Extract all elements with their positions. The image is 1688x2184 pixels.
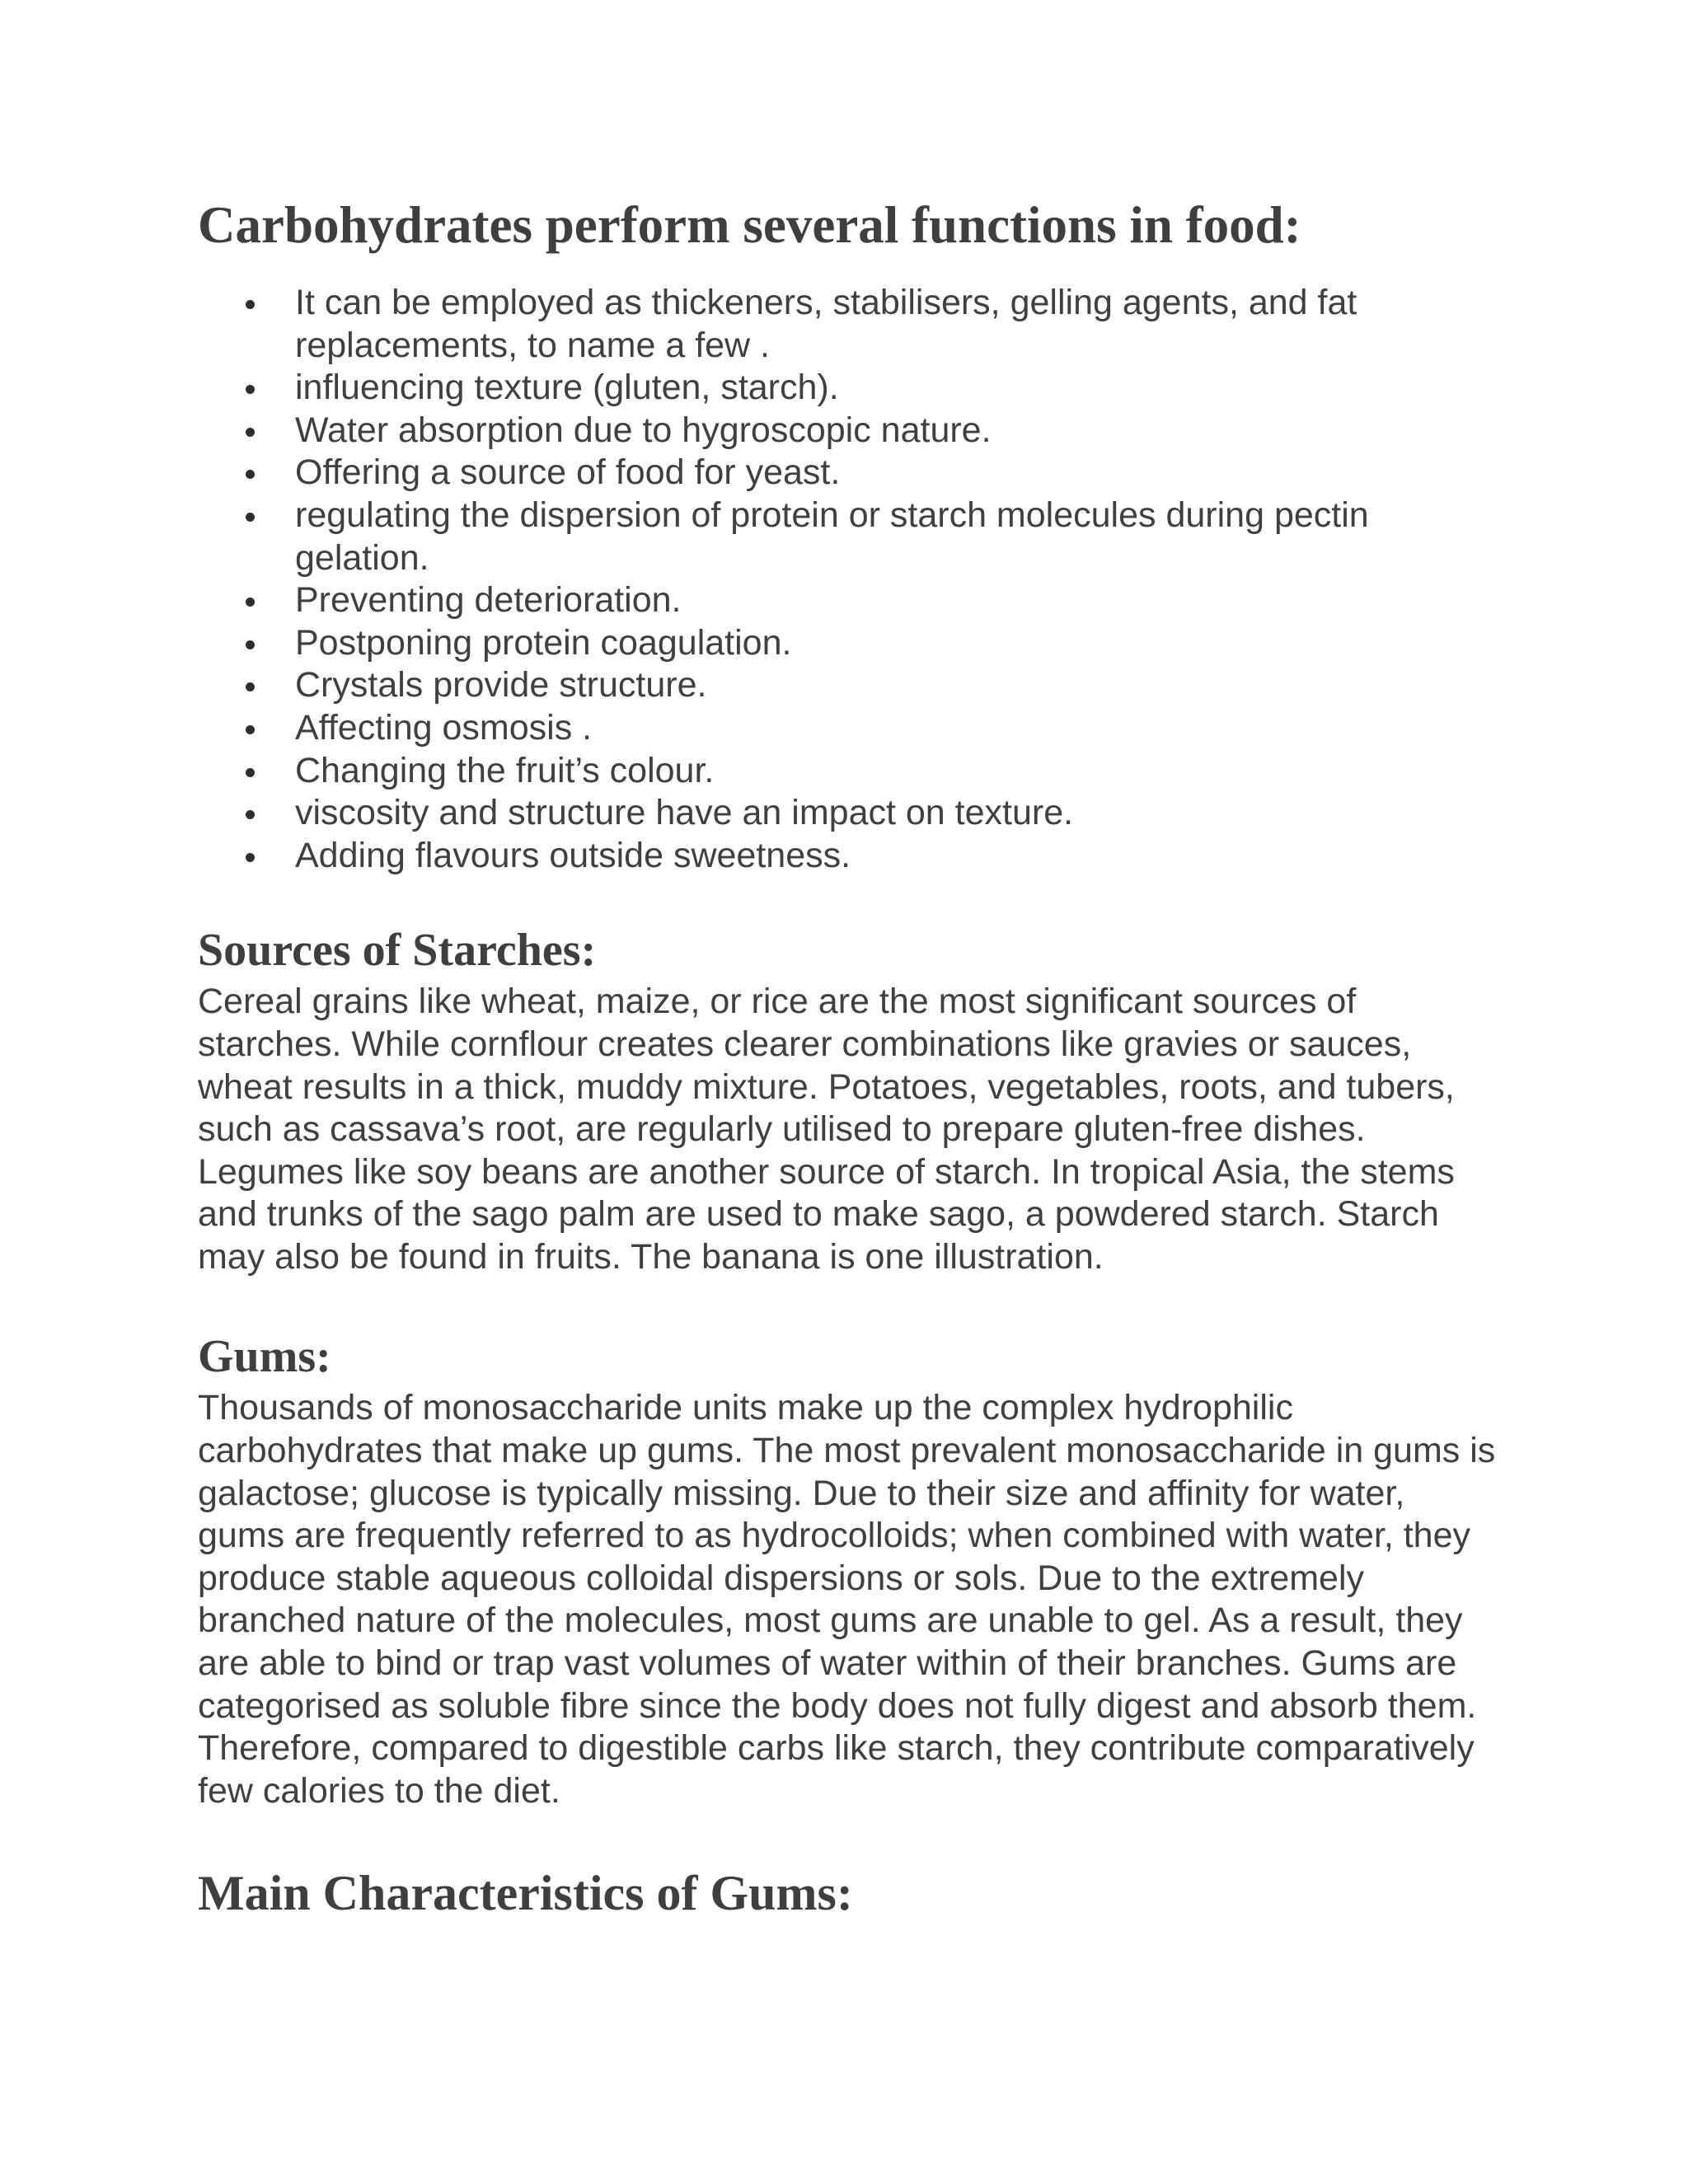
gums-heading: Gums: xyxy=(198,1331,331,1383)
bullet-icon xyxy=(246,513,255,522)
list-item-text: It can be employed as thickeners, stabilisers, gelling agents, and fat replacements, to name a few . xyxy=(295,283,1357,365)
list-item xyxy=(198,835,1500,878)
bullet-icon xyxy=(246,470,255,479)
list-item-text: Offering a source of food for yeast. xyxy=(295,452,841,493)
bullet-icon xyxy=(246,385,255,394)
sources-paragraph: Cereal grains like wheat, maize, or rice are the most significant sources of starches. While cornflour creates clearer combinations like gravies or sauces, wheat results in a thick, muddy mixture. Potatoes, vegetables, roots, and tubers, such as cassava’s root, are regularly utilised to prepare gluten-free dishes. Legumes like soy beans are another source of starch. In tropical Asia, the stems and trunks of the sago palm are used to make sago, a powdered starch. Starch may also be found in fruits. The banana is one illustration. xyxy=(198,982,1455,1277)
list-item-text: Crystals provide structure. xyxy=(295,665,707,705)
bullet-icon xyxy=(246,768,255,777)
list-item-text: Preventing deterioration. xyxy=(295,580,682,621)
bullet-icon xyxy=(246,810,255,819)
list-item xyxy=(198,410,1500,452)
bullet-icon xyxy=(246,598,255,607)
list-item xyxy=(198,282,1500,367)
list-item-text: influencing texture (gluten, starch). xyxy=(295,368,839,408)
list-item xyxy=(198,707,1500,750)
list-item-text: Changing the fruit’s colour. xyxy=(295,750,715,790)
list-item xyxy=(198,750,1500,793)
bullet-icon xyxy=(246,300,255,309)
bullet-icon xyxy=(246,640,255,649)
list-item xyxy=(198,579,1500,622)
list-item xyxy=(198,622,1500,665)
gums-paragraph: Thousands of monosaccharide units make up the complex hydrophilic carbohydrates that make up gums. The most prevalent monosaccharide in gums is galactose; glucose is typically missing. Due to their size and affinity for water, gums are frequently referred to as hydrocolloids; when combined with water, they produce stable aqueous colloidal dispersions or sols. Due to the extremely branched nature of the molecules, most gums are unable to gel. As a result, they are able to bind or trap vast volumes of water within of their branches. Gums are categorised as soluble fibre since the body does not fully digest and absorb them. Therefore, compared to digestible carbs like starch, they contribute comparatively few calories to the diet. xyxy=(198,1388,1496,1811)
list-item-text: Adding flavours outside sweetness. xyxy=(295,835,851,875)
bullet-icon xyxy=(246,682,255,691)
characteristics-heading: Main Characteristics of Gums: xyxy=(198,1866,853,1921)
list-item xyxy=(198,452,1500,494)
bullet-icon xyxy=(246,725,255,734)
list-item-text: viscosity and structure have an impact on texture. xyxy=(295,793,1074,833)
bullet-icon xyxy=(246,853,255,862)
list-item xyxy=(198,494,1500,579)
list-item-text: Affecting osmosis . xyxy=(295,707,593,748)
list-item xyxy=(198,792,1500,835)
list-item xyxy=(198,664,1500,707)
list-item-text: Water absorption due to hygroscopic nature. xyxy=(295,410,992,450)
list-item-text: Postponing protein coagulation. xyxy=(295,622,792,663)
document-page xyxy=(198,188,1500,1926)
bullet-icon xyxy=(246,428,255,437)
functions-heading: Carbohydrates perform several functions in food: xyxy=(198,196,1301,254)
sources-heading: Sources of Starches: xyxy=(198,925,597,977)
functions-list xyxy=(198,282,1500,877)
list-item-text: regulating the dispersion of protein or starch molecules during pectin gelation. xyxy=(295,494,1369,578)
list-item xyxy=(198,367,1500,410)
